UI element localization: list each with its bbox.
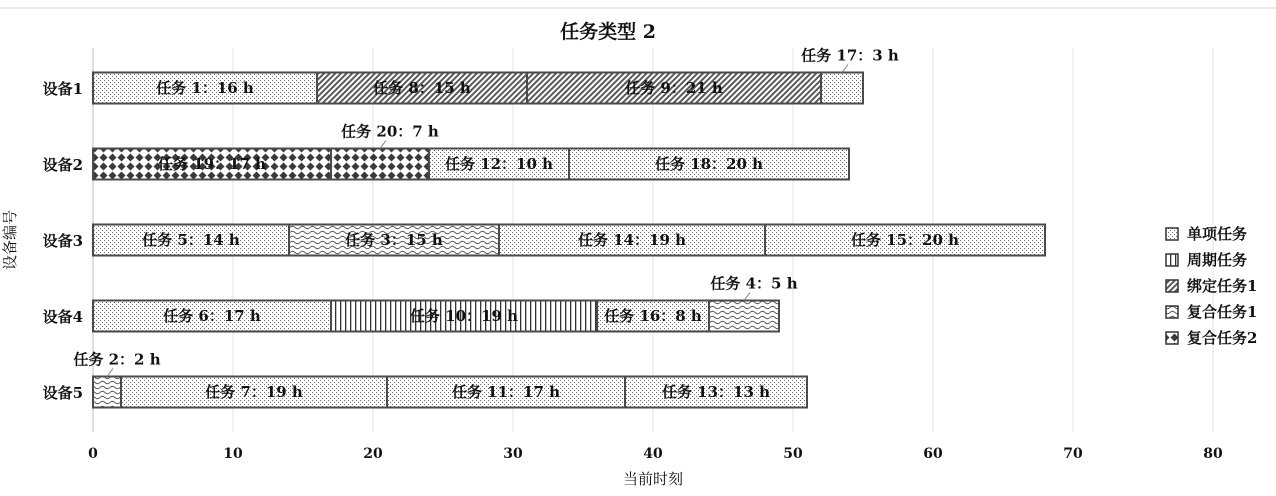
task-label: 任务 16：8 h [604,307,702,325]
label-leader-line [744,293,750,301]
x-axis-ticks [88,446,1223,462]
y-axis-label: 设备编号 [1,209,19,271]
x-tick-label: 80 [1203,446,1223,462]
y-category-label: 设备5 [42,384,83,402]
task-label: 任务 15：20 h [850,231,960,249]
legend-label: 绑定任务1 [1187,277,1258,295]
label-leader-line [107,369,113,377]
task-label: 任务 11：17 h [451,383,561,401]
task-bar [821,73,863,104]
chart-title: 任务类型 2 [560,21,656,43]
task-label: 任务 2：2 h [73,350,161,369]
task-label: 任务 13：13 h [661,383,771,401]
task-label: 任务 9：21 h [625,79,723,97]
task-label: 任务 10：19 h [409,307,519,325]
x-axis-label: 当前时刻 [622,470,684,488]
y-category-label: 设备4 [42,308,83,326]
label-leader-line [380,141,386,149]
task-label: 任务 20：7 h [341,122,439,141]
legend-label: 复合任务1 [1187,303,1258,321]
y-category-label: 设备1 [42,80,83,98]
y-category-label: 设备3 [42,232,83,250]
y-category-label: 设备2 [42,156,83,174]
task-label: 任务 17：3 h [801,46,899,65]
task-label: 任务 19：17 h [157,155,267,173]
legend-swatch [1166,280,1178,292]
task-bar [93,377,121,408]
task-label: 任务 6：17 h [163,307,261,325]
task-label: 任务 3：15 h [345,231,443,249]
task-label: 任务 8：15 h [373,79,471,97]
task-label: 任务 12：10 h [444,155,554,173]
task-label: 任务 7：19 h [205,383,303,401]
legend-label: 复合任务2 [1187,329,1258,347]
legend-label: 周期任务 [1187,251,1248,269]
task-bar [709,301,779,332]
task-label: 任务 4：5 h [710,274,798,293]
legend [1166,225,1257,347]
x-tick-label: 0 [88,446,98,462]
legend-label: 单项任务 [1187,225,1248,243]
legend-swatch [1166,228,1178,240]
legend-swatch [1166,332,1178,344]
x-tick-label: 60 [923,446,943,462]
label-leader-line [842,65,848,73]
task-bar [331,149,429,180]
task-label: 任务 18：20 h [654,155,764,173]
x-tick-label: 50 [783,446,803,462]
legend-swatch [1166,306,1178,318]
x-tick-label: 20 [363,446,383,462]
x-tick-label: 10 [223,446,243,462]
task-label: 任务 5：14 h [142,231,240,249]
x-tick-label: 30 [503,446,523,462]
legend-swatch [1166,254,1178,266]
x-tick-label: 70 [1063,446,1083,462]
task-label: 任务 1：16 h [156,79,254,97]
x-tick-label: 40 [643,446,663,462]
task-label: 任务 14：19 h [577,231,687,249]
